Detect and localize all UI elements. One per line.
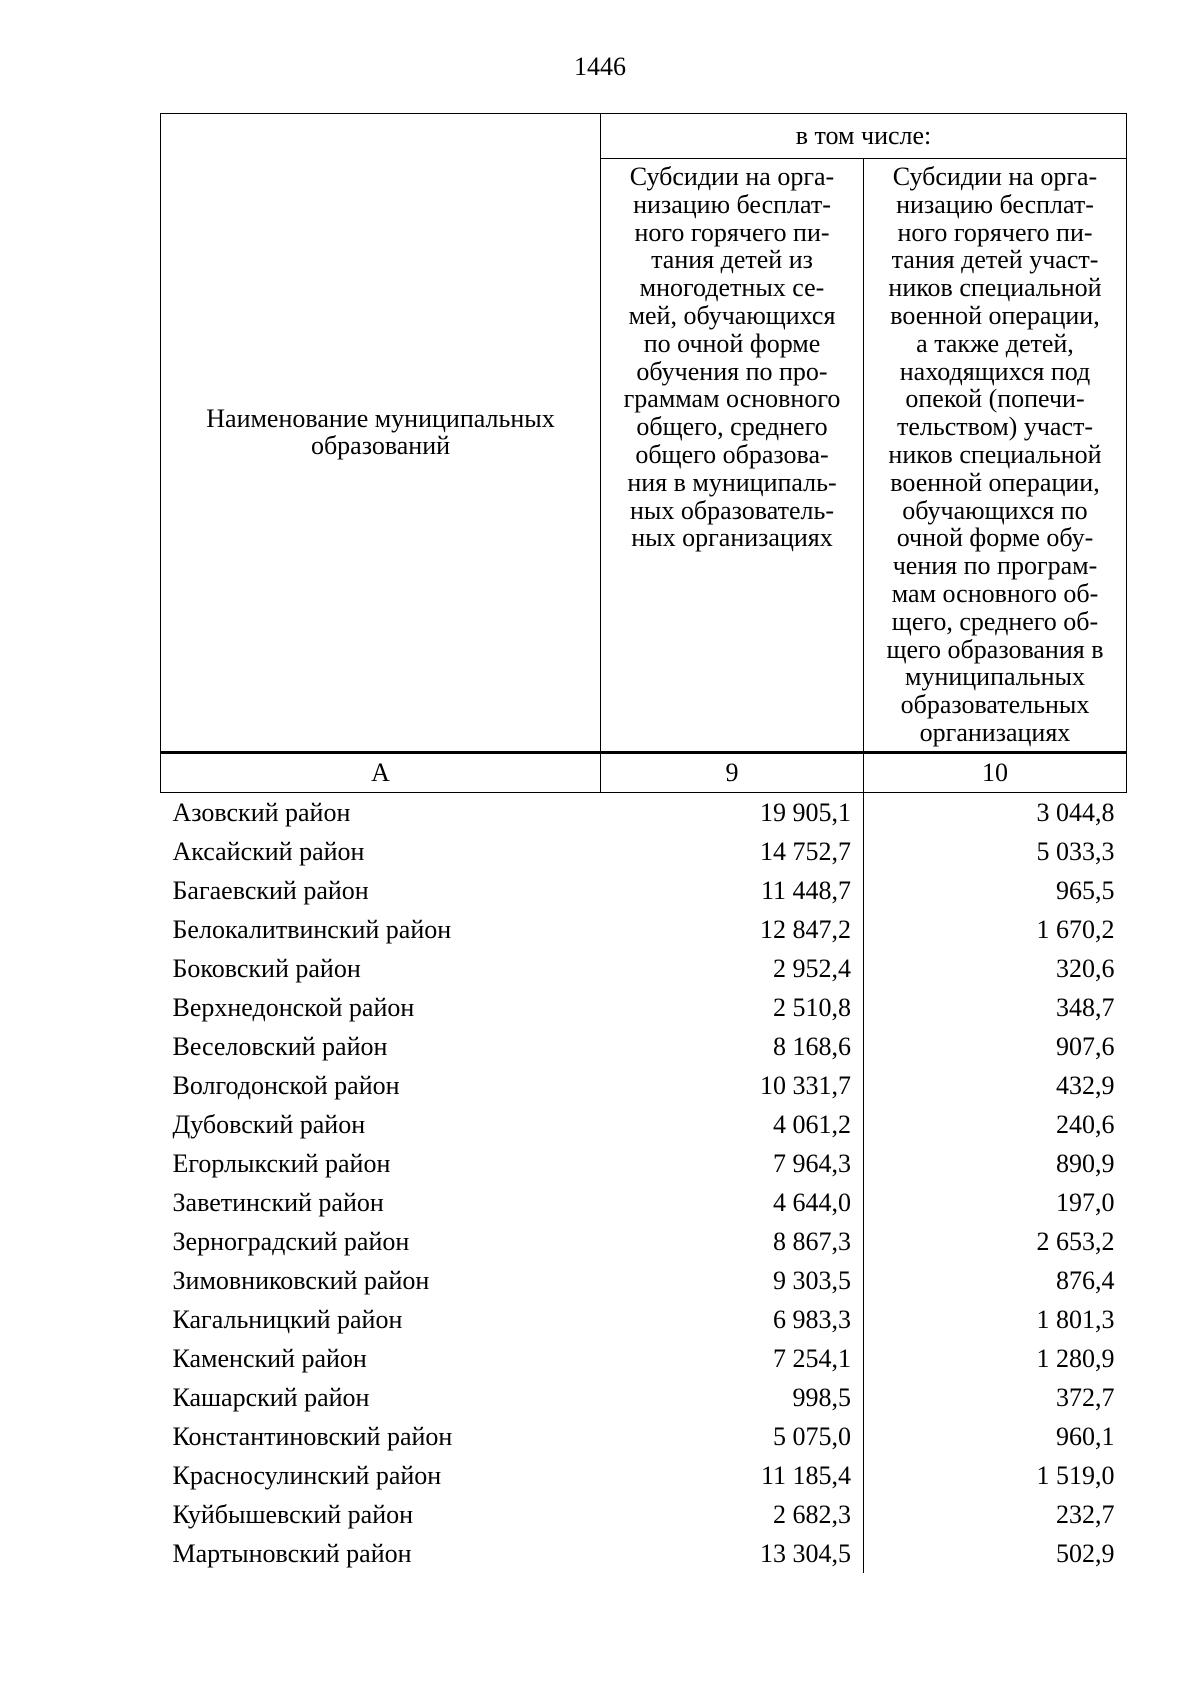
- column-10-value-cell: 960,1: [1056, 1421, 1115, 1451]
- column-9-value-cell: 998,5: [601, 1378, 864, 1417]
- column-9-value-cell: 12 847,2: [601, 910, 864, 949]
- column-9-value-cell: 4 644,0: [601, 1183, 864, 1222]
- column-10-value-cell: 320,6: [1056, 953, 1115, 983]
- column-10-value-cell: 1 670,2: [1036, 914, 1115, 944]
- column-10-value-cell: 1 519,0: [1036, 1460, 1115, 1490]
- column-9-value-cell: 7 254,1: [601, 1339, 864, 1378]
- column-9-value-cell: 6 983,3: [601, 1300, 864, 1339]
- table-row: [161, 1144, 1127, 1183]
- municipality-name-header: Наименование муниципальных образований: [161, 114, 601, 753]
- column-9-value-cell: 9 303,5: [601, 1261, 864, 1300]
- table-row: [161, 1300, 1127, 1339]
- column-9-value-cell: 8 867,3: [601, 1222, 864, 1261]
- table-row: [161, 1456, 1127, 1495]
- municipality-name-cell: Константиновский район: [172, 1421, 453, 1451]
- column-9-value-cell: 7 964,3: [601, 1144, 864, 1183]
- column-number-10: 10: [864, 752, 1127, 792]
- table-row: [161, 949, 1127, 988]
- table-body: [161, 792, 1127, 1573]
- page-number: 1446: [574, 52, 626, 81]
- column-9-value-cell: 11 448,7: [601, 871, 864, 910]
- table-row: [161, 1183, 1127, 1222]
- municipality-name-cell: Аксайский район: [172, 836, 365, 866]
- column-number-a: А: [161, 752, 601, 792]
- municipality-name-cell: Мартыновский район: [172, 1538, 412, 1568]
- subsidy-table-container: [160, 113, 1126, 1573]
- municipality-name-cell: Зимовниковский район: [172, 1265, 430, 1295]
- municipality-name-cell: Боковский район: [172, 953, 361, 983]
- column-9-description: Субсидии на орга- низацию бесплат- ного горячего пи- тания детей из многодетных се- мей, обучающихся по очной форме обучения по про- граммам основного общего, среднего общего образова- ния в муниципаль- ных образователь- ных организациях: [601, 159, 864, 753]
- column-10-value-cell: 965,5: [1056, 875, 1115, 905]
- table-row: [161, 1534, 1127, 1573]
- column-10-value-cell: 232,7: [1056, 1499, 1115, 1529]
- including-group-header: в том числе:: [601, 114, 1127, 159]
- column-10-value-cell: 890,9: [1056, 1148, 1115, 1178]
- column-9-value-cell: 2 682,3: [601, 1495, 864, 1534]
- table-row: [161, 988, 1127, 1027]
- table-row: [161, 1417, 1127, 1456]
- municipality-name-cell: Кагальницкий район: [172, 1304, 403, 1334]
- table-row: [161, 792, 1127, 832]
- table-row: [161, 1495, 1127, 1534]
- column-9-value-cell: 5 075,0: [601, 1417, 864, 1456]
- table-row: [161, 1339, 1127, 1378]
- column-10-value-cell: 5 033,3: [1036, 836, 1115, 866]
- column-10-value-cell: 372,7: [1056, 1382, 1115, 1412]
- table-row: [161, 832, 1127, 871]
- municipality-name-cell: Волгодонской район: [172, 1070, 400, 1100]
- column-10-value-cell: 502,9: [1056, 1538, 1115, 1568]
- municipality-name-cell: Веселовский район: [172, 1031, 388, 1061]
- municipality-name-cell: Каменский район: [172, 1343, 367, 1373]
- table-header: [161, 114, 1127, 793]
- municipality-name-cell: Верхнедонской район: [172, 992, 415, 1022]
- column-10-value-cell: 432,9: [1056, 1070, 1115, 1100]
- column-number-row: [161, 752, 1127, 792]
- municipality-name-cell: Заветинский район: [172, 1187, 384, 1217]
- column-9-value-cell: 2 510,8: [601, 988, 864, 1027]
- column-10-value-cell: 2 653,2: [1036, 1226, 1115, 1256]
- municipality-name-cell: Азовский район: [172, 797, 351, 827]
- column-9-value-cell: 14 752,7: [601, 832, 864, 871]
- column-9-value-cell: 2 952,4: [601, 949, 864, 988]
- column-10-value-cell: 3 044,8: [1036, 797, 1115, 827]
- table-row: [161, 1378, 1127, 1417]
- table-row: [161, 1066, 1127, 1105]
- municipality-name-cell: Куйбышевский район: [172, 1499, 414, 1529]
- column-9-value-cell: 11 185,4: [601, 1456, 864, 1495]
- municipality-name-cell: Кашарский район: [172, 1382, 370, 1412]
- municipality-name-cell: Зерноградский район: [172, 1226, 410, 1256]
- column-9-value-cell: 4 061,2: [601, 1105, 864, 1144]
- municipality-name-cell: Дубовский район: [172, 1109, 366, 1139]
- column-10-value-cell: 1 801,3: [1036, 1304, 1115, 1334]
- column-10-value-cell: 1 280,9: [1036, 1343, 1115, 1373]
- table-row: [161, 1261, 1127, 1300]
- column-9-value-cell: 8 168,6: [601, 1027, 864, 1066]
- column-9-value-cell: 10 331,7: [601, 1066, 864, 1105]
- column-10-value-cell: 197,0: [1056, 1187, 1115, 1217]
- municipality-name-cell: Белокалитвинский район: [172, 914, 452, 944]
- table-row: [161, 1027, 1127, 1066]
- table-row: [161, 910, 1127, 949]
- municipality-name-cell: Красносулинский район: [172, 1460, 442, 1490]
- column-10-value-cell: 876,4: [1056, 1265, 1115, 1295]
- column-9-value-cell: 19 905,1: [601, 792, 864, 832]
- column-10-value-cell: 240,6: [1056, 1109, 1115, 1139]
- column-number-9: 9: [601, 752, 864, 792]
- municipality-name-cell: Багаевский район: [172, 875, 369, 905]
- table-row: [161, 1222, 1127, 1261]
- subsidy-table: [160, 113, 1127, 1573]
- table-row: [161, 1105, 1127, 1144]
- column-10-value-cell: 907,6: [1056, 1031, 1115, 1061]
- municipality-name-cell: Егорлыкский район: [172, 1148, 391, 1178]
- column-10-value-cell: 348,7: [1056, 992, 1115, 1022]
- column-9-value-cell: 13 304,5: [601, 1534, 864, 1573]
- table-row: [161, 871, 1127, 910]
- column-10-description: Субсидии на орга- низацию бесплат- ного горячего пи- тания детей участ- ников специальной военной операции, а также детей, находящихся под опекой (попечи- тельством) участ- ников специальной военной операции, обучающихся по очной форме обу- чения по програм- мам основного об- щего, среднего об- щего образования в муниципальных образовательных организациях: [864, 159, 1127, 753]
